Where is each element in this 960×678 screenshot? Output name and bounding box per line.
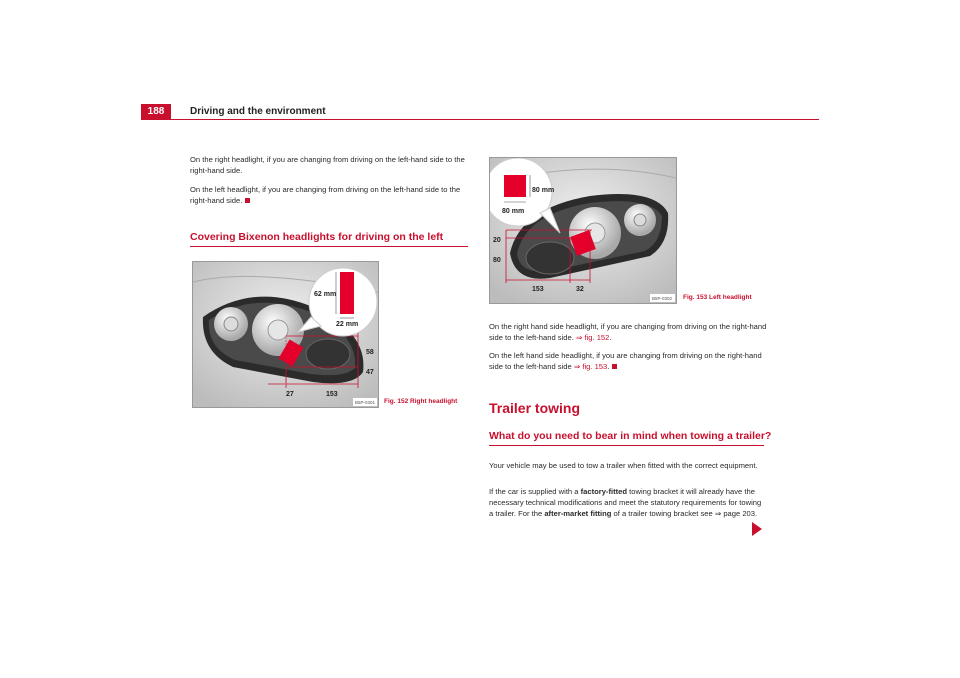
page-header-title: Driving and the environment: [190, 106, 326, 117]
figure-left-headlight: [489, 157, 677, 304]
section-end-icon: [612, 364, 617, 369]
next-page-arrow-icon[interactable]: [752, 522, 762, 536]
dim-58-label: 58: [366, 349, 374, 356]
section-divider: [190, 246, 468, 247]
dim-32-label: 32: [576, 286, 584, 293]
page-203-link[interactable]: ⇒ page 203.: [714, 509, 758, 518]
dim-27-label: 27: [286, 391, 294, 398]
figure-right-headlight: [192, 261, 379, 408]
section-heading-bixenon: Covering Bixenon headlights for driving on the left: [190, 231, 444, 243]
header-divider: [141, 119, 819, 120]
section-divider: [489, 445, 764, 446]
fig-153-link[interactable]: ⇒ fig. 153: [573, 362, 608, 371]
chapter-heading-trailer-towing: Trailer towing: [489, 400, 581, 416]
left-headlight-illustration: [490, 158, 676, 303]
page-number: 188: [141, 104, 171, 119]
dim-inset-height-label: 80 mm: [532, 187, 555, 194]
dim-inset-width-label: 22 mm: [336, 321, 359, 328]
figure-code: B5P-0302: [652, 296, 673, 301]
dim-153-label: 153: [326, 391, 338, 398]
figure-code: B5P-0301: [355, 400, 376, 405]
section-end-icon: [245, 198, 250, 203]
paragraph-left-headlight: On the left headlight, if you are changing from driving on the left-hand side to the right-hand side.: [190, 185, 461, 205]
dim-inset-height-label: 62 mm: [314, 291, 337, 298]
dim-47-label: 47: [366, 369, 374, 376]
section-heading-towing: What do you need to bear in mind when towing a trailer?: [489, 430, 772, 442]
dim-20-label: 20: [493, 237, 501, 244]
paragraph-right-hand-side: On the right hand side headlight, if you are changing from driving on the right-hand side to the left-hand side. ⇒ fig. 152.: [489, 322, 767, 342]
paragraph-right-headlight: On the right headlight, if you are changing from driving on the left-hand side to the right-hand side.: [190, 155, 465, 175]
paragraph-towing-bracket: If the car is supplied with a factory-fitted towing bracket it will already have the necessary technical modifications and meet the statutory requirements for towing a trailer. For the after-market fitting of a trailer towing bracket see ⇒ page 203.: [489, 487, 762, 518]
fig-152-link[interactable]: ⇒ fig. 152: [575, 333, 610, 342]
dim-inset-width-label: 80 mm: [502, 208, 525, 215]
paragraph-left-hand-side: On the left hand side headlight, if you are changing from driving on the right-hand side to the left-hand side ⇒ fig. 153.: [489, 351, 762, 371]
paragraph-equipment: Your vehicle may be used to tow a trailer when fitted with the correct equipment.: [489, 461, 758, 470]
dim-153-label: 153: [532, 286, 544, 293]
right-headlight-illustration: [193, 262, 378, 407]
dim-80-label: 80: [493, 257, 501, 264]
figure-caption-153: Fig. 153 Left headlight: [683, 294, 752, 301]
figure-caption-152: Fig. 152 Right headlight: [384, 398, 458, 405]
